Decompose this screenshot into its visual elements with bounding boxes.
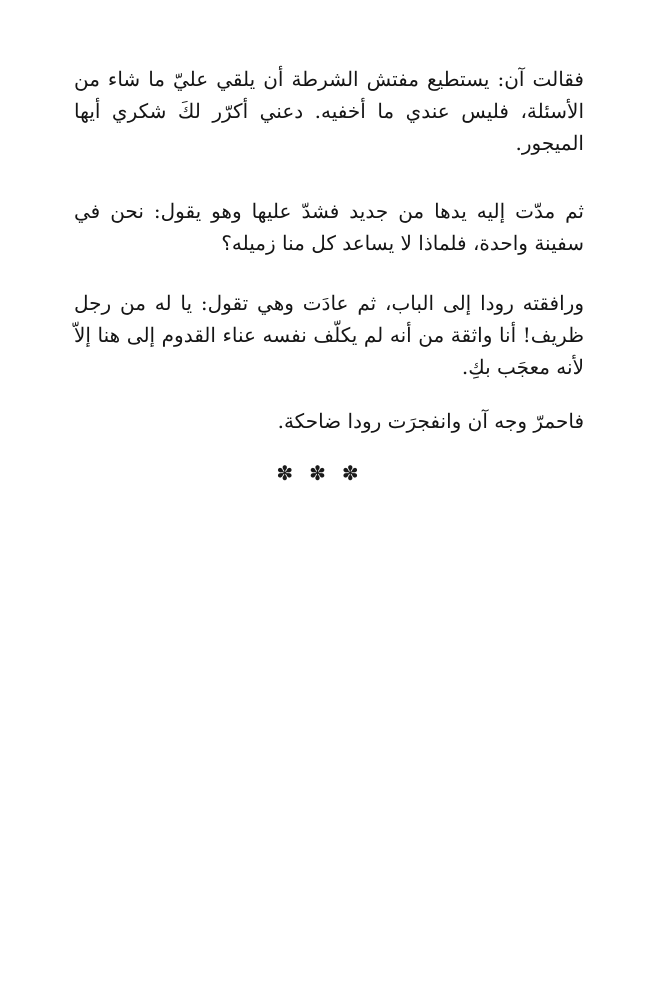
paragraph-4: فاحمرّ وجه آن وانفجرَت رودا ضاحكة. xyxy=(277,409,584,433)
section-break-ornament: ✽✽✽ xyxy=(276,461,375,485)
paragraph-1: فقالت آن: يستطيع مفتش الشرطة أن يلقي عليّ ما شاء من الأسئلة، فليس عندي ما أخفيه. دعني أكرّر لكَ شكري أيها الميجور. xyxy=(74,67,584,155)
paragraph-3: ورافقته رودا إلى الباب، ثم عادَت وهي تقول: يا له من رجل ظريف! أنا واثقة من أنه لم يكلّف نفسه عناء القدوم إلى هنا إلاّ لأنه معجَب بكِ. xyxy=(74,291,584,379)
paragraph-2: ثم مدّت إليه يدها من جديد فشدّ عليها وهو يقول: نحن في سفينة واحدة، فلماذا لا يساعد كل منا زميله؟ xyxy=(74,199,584,255)
